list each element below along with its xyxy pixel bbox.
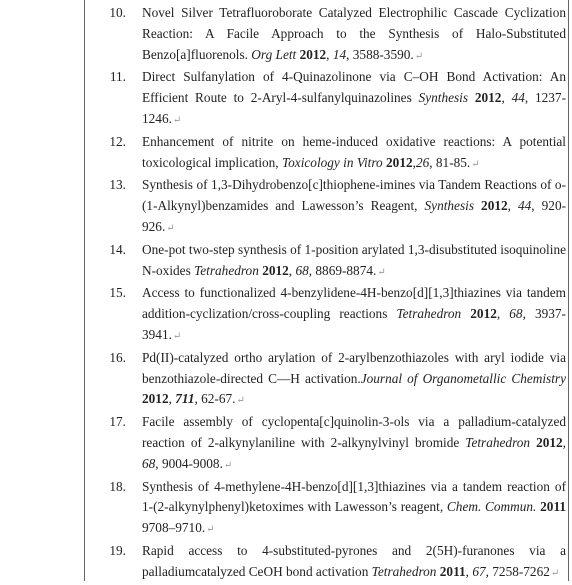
reference-title: Enhancement of nitrite on heme-induced oxidative reactions: A potential toxicological implication, bbox=[142, 133, 566, 170]
reference-year: 2012 bbox=[299, 46, 327, 62]
reference-number: 17. bbox=[109, 414, 126, 430]
reference-number: 15. bbox=[109, 285, 126, 301]
reference-year: 2012 bbox=[262, 262, 289, 278]
reference-number: 12. bbox=[109, 133, 126, 149]
reference-text: Enhancement of nitrite on heme-induced oxidative reactions: A potential toxicological implication, Toxicology in Vitro 2012,26, 81-85.↵ bbox=[142, 133, 566, 170]
reference-year: 2012 bbox=[470, 306, 497, 322]
reference-year: 2012 bbox=[536, 434, 563, 450]
reference-number: 16. bbox=[109, 349, 126, 365]
reference-text: Novel Silver Tetrafluoroborate Catalyzed Electrophilic Cascade Cyclization Reaction: A Facile Approach to the Synthesis of Halo-Substituted Benzo[a]fluorenols. Org Lett 2012, 14, 3588-3590.↵ bbox=[142, 5, 566, 62]
reference-text: Direct Sulfanylation of 4-Quinazolinone via C–OH Bond Activation: An Efficient Route to 2-Aryl-4-sulfanylquinazolines Synthesis 2012, 44, 1237-1246.↵ bbox=[142, 69, 567, 126]
reference-journal: Synthesis bbox=[424, 198, 475, 214]
reference-year: 2012 bbox=[142, 391, 169, 407]
reference-title: Pd(II)-catalyzed ortho arylation of 2-arylbenzothiazoles with aryl iodide via benzothiazole-directed C—H activation. bbox=[142, 349, 566, 386]
reference-text: One-pot two-step synthesis of 1-position arylated 1,3-disubstituted isoquinoline N-oxides Tetrahedron 2012, 68, 8869-8874.↵ bbox=[142, 241, 566, 278]
reference-year: 2011 bbox=[439, 563, 466, 579]
reference-number: 13. bbox=[109, 177, 126, 193]
paragraph-mark: ↵ bbox=[172, 114, 182, 126]
table-left-border bbox=[84, 0, 85, 581]
reference-pages: 8869-8874. bbox=[315, 262, 377, 278]
reference-pages: 81-85. bbox=[435, 154, 471, 170]
reference-item bbox=[88, 67, 566, 131]
reference-journal: Org Lett bbox=[251, 46, 297, 62]
reference-title: Synthesis of 1,3-Dihydrobenzo[c]thiophene-imines via Tandem Reactions of o-(1-Alkynyl)benzamides and Lawesson’s Reagent, bbox=[142, 177, 566, 214]
reference-text: Rapid access to 4-substituted-pyrones and 2(5H)-furanones via a palladiumcatalyzed CeOH bond activation Tetrahedron 2011, 67, 7258-7262↵ bbox=[142, 542, 566, 579]
table-right-border bbox=[568, 0, 569, 581]
reference-title: Facile assembly of cyclopenta[c]quinolin-3-ols via a palladium-catalyzed reaction of 2-alkynylaniline with 2-alkynylvinyl bromide bbox=[142, 414, 566, 450]
reference-journal: Toxicology in Vitro bbox=[281, 154, 383, 170]
reference-journal: Journal of Organometallic Chemistry bbox=[360, 370, 566, 386]
reference-title: Direct Sulfanylation of 4-Quinazolinone via C–OH Bond Activation: An Efficient Route to 2-Aryl-4-sulfanylquinazolines bbox=[142, 69, 566, 106]
paragraph-mark: ↵ bbox=[172, 330, 182, 342]
reference-number: 10. bbox=[109, 5, 126, 20]
reference-item bbox=[88, 477, 566, 541]
reference-journal: Tetrahedron bbox=[396, 306, 462, 322]
reference-pages: 9708–9710. bbox=[142, 520, 206, 536]
reference-text bbox=[142, 477, 566, 541]
reference-journal: Chem. Commun. bbox=[446, 499, 537, 515]
reference-title: Novel Silver Tetrafluoroborate Catalyzed Electrophilic Cascade Cyclization Reaction: A Facile Approach to the Synthesis of Halo-Substituted Benzo[a]fluorenols. bbox=[142, 5, 566, 62]
reference-pages: 9004-9008. bbox=[161, 455, 223, 471]
reference-journal: Tetrahedron bbox=[194, 262, 259, 278]
reference-volume: 26 bbox=[415, 154, 430, 170]
reference-volume: 68 bbox=[509, 306, 523, 322]
reference-volume: 711 bbox=[175, 391, 195, 407]
reference-item bbox=[88, 283, 566, 347]
reference-pages: 3588-3590. bbox=[352, 46, 414, 62]
paragraph-mark: ↵ bbox=[414, 50, 424, 62]
reference-item bbox=[88, 348, 566, 412]
reference-number: 19. bbox=[109, 542, 126, 558]
reference-volume: 68 bbox=[295, 262, 309, 278]
reference-number: 18. bbox=[109, 478, 126, 494]
reference-text: Access to functionalized 4-benzylidene-4H-benzo[d][1,3]thiazines via tandem addition-cyclization/cross-coupling reactions Tetrahedron 2012, 68, 3937-3941.↵ bbox=[142, 285, 566, 342]
reference-year: 2012 bbox=[481, 198, 508, 214]
reference-pages: 920-926. bbox=[142, 198, 567, 234]
reference-journal: Tetrahedron bbox=[465, 434, 531, 450]
reference-volume: 44 bbox=[511, 90, 525, 106]
reference-list bbox=[88, 3, 566, 585]
paragraph-mark: ↵ bbox=[206, 524, 215, 536]
reference-title: One-pot two-step synthesis of 1-position arylated 1,3-disubstituted isoquinoline N-oxides bbox=[142, 241, 566, 278]
reference-item bbox=[88, 3, 566, 67]
reference-number: 11. bbox=[109, 69, 126, 85]
reference-pages: 3937-3941. bbox=[142, 306, 566, 342]
reference-title: Synthesis of 4-methylene-4H-benzo[d][1,3]thiazines via a tandem reaction of 1-(2-alkynylphenyl)ketoximes with Lawesson’s reagent, bbox=[142, 478, 566, 515]
reference-journal: Tetrahedron bbox=[371, 563, 437, 579]
reference-item bbox=[88, 541, 566, 585]
paragraph-mark: ↵ bbox=[471, 158, 480, 170]
reference-text: Synthesis of 1,3-Dihydrobenzo[c]thiophene-imines via Tandem Reactions of o-(1-Alkynyl)benzamides and Lawesson’s Reagent, Synthesis 2012, 44, 920-926.↵ bbox=[142, 177, 567, 234]
reference-volume: 44 bbox=[518, 198, 532, 214]
reference-year: 2011 bbox=[540, 499, 567, 515]
reference-year: 2012 bbox=[474, 90, 502, 106]
paragraph-mark: ↵ bbox=[223, 459, 233, 471]
reference-text: Facile assembly of cyclopenta[c]quinolin-3-ols via a palladium-catalyzed reaction of 2-alkynylaniline with 2-alkynylvinyl bromide Tetrahedron 2012, 68, 9004-9008.↵ bbox=[142, 414, 566, 471]
reference-volume: 68 bbox=[142, 455, 156, 471]
reference-year: 2012 bbox=[386, 154, 413, 170]
reference-item bbox=[88, 175, 566, 239]
reference-journal: Synthesis bbox=[418, 90, 469, 106]
reference-text: Pd(II)-catalyzed ortho arylation of 2-arylbenzothiazoles with aryl iodide via benzothiazole-directed C—H activation.Journal of Organometallic Chemistry 2012, 711, 62-67.↵ bbox=[142, 349, 566, 407]
reference-item bbox=[88, 412, 566, 476]
reference-title: Access to functionalized 4-benzylidene-4H-benzo[d][1,3]thiazines via tandem addition-cyclization/cross-coupling reactions bbox=[142, 285, 566, 322]
reference-number: 14. bbox=[109, 241, 126, 257]
reference-pages: 7258-7262 bbox=[492, 563, 550, 579]
reference-pages: 1237-1246. bbox=[142, 90, 567, 126]
reference-volume: 67 bbox=[472, 563, 486, 579]
paragraph-mark: ↵ bbox=[236, 395, 245, 407]
paragraph-mark: ↵ bbox=[377, 266, 386, 278]
reference-title: Rapid access to 4-substituted-pyrones and 2(5H)-furanones via a palladiumcatalyzed CeOH bond activation bbox=[142, 542, 566, 579]
reference-pages: 62-67. bbox=[201, 391, 236, 407]
reference-item bbox=[88, 240, 566, 284]
paragraph-mark: ↵ bbox=[550, 567, 560, 579]
paragraph-mark: ↵ bbox=[166, 222, 175, 234]
reference-item bbox=[88, 132, 566, 176]
reference-volume: 14 bbox=[332, 46, 347, 62]
